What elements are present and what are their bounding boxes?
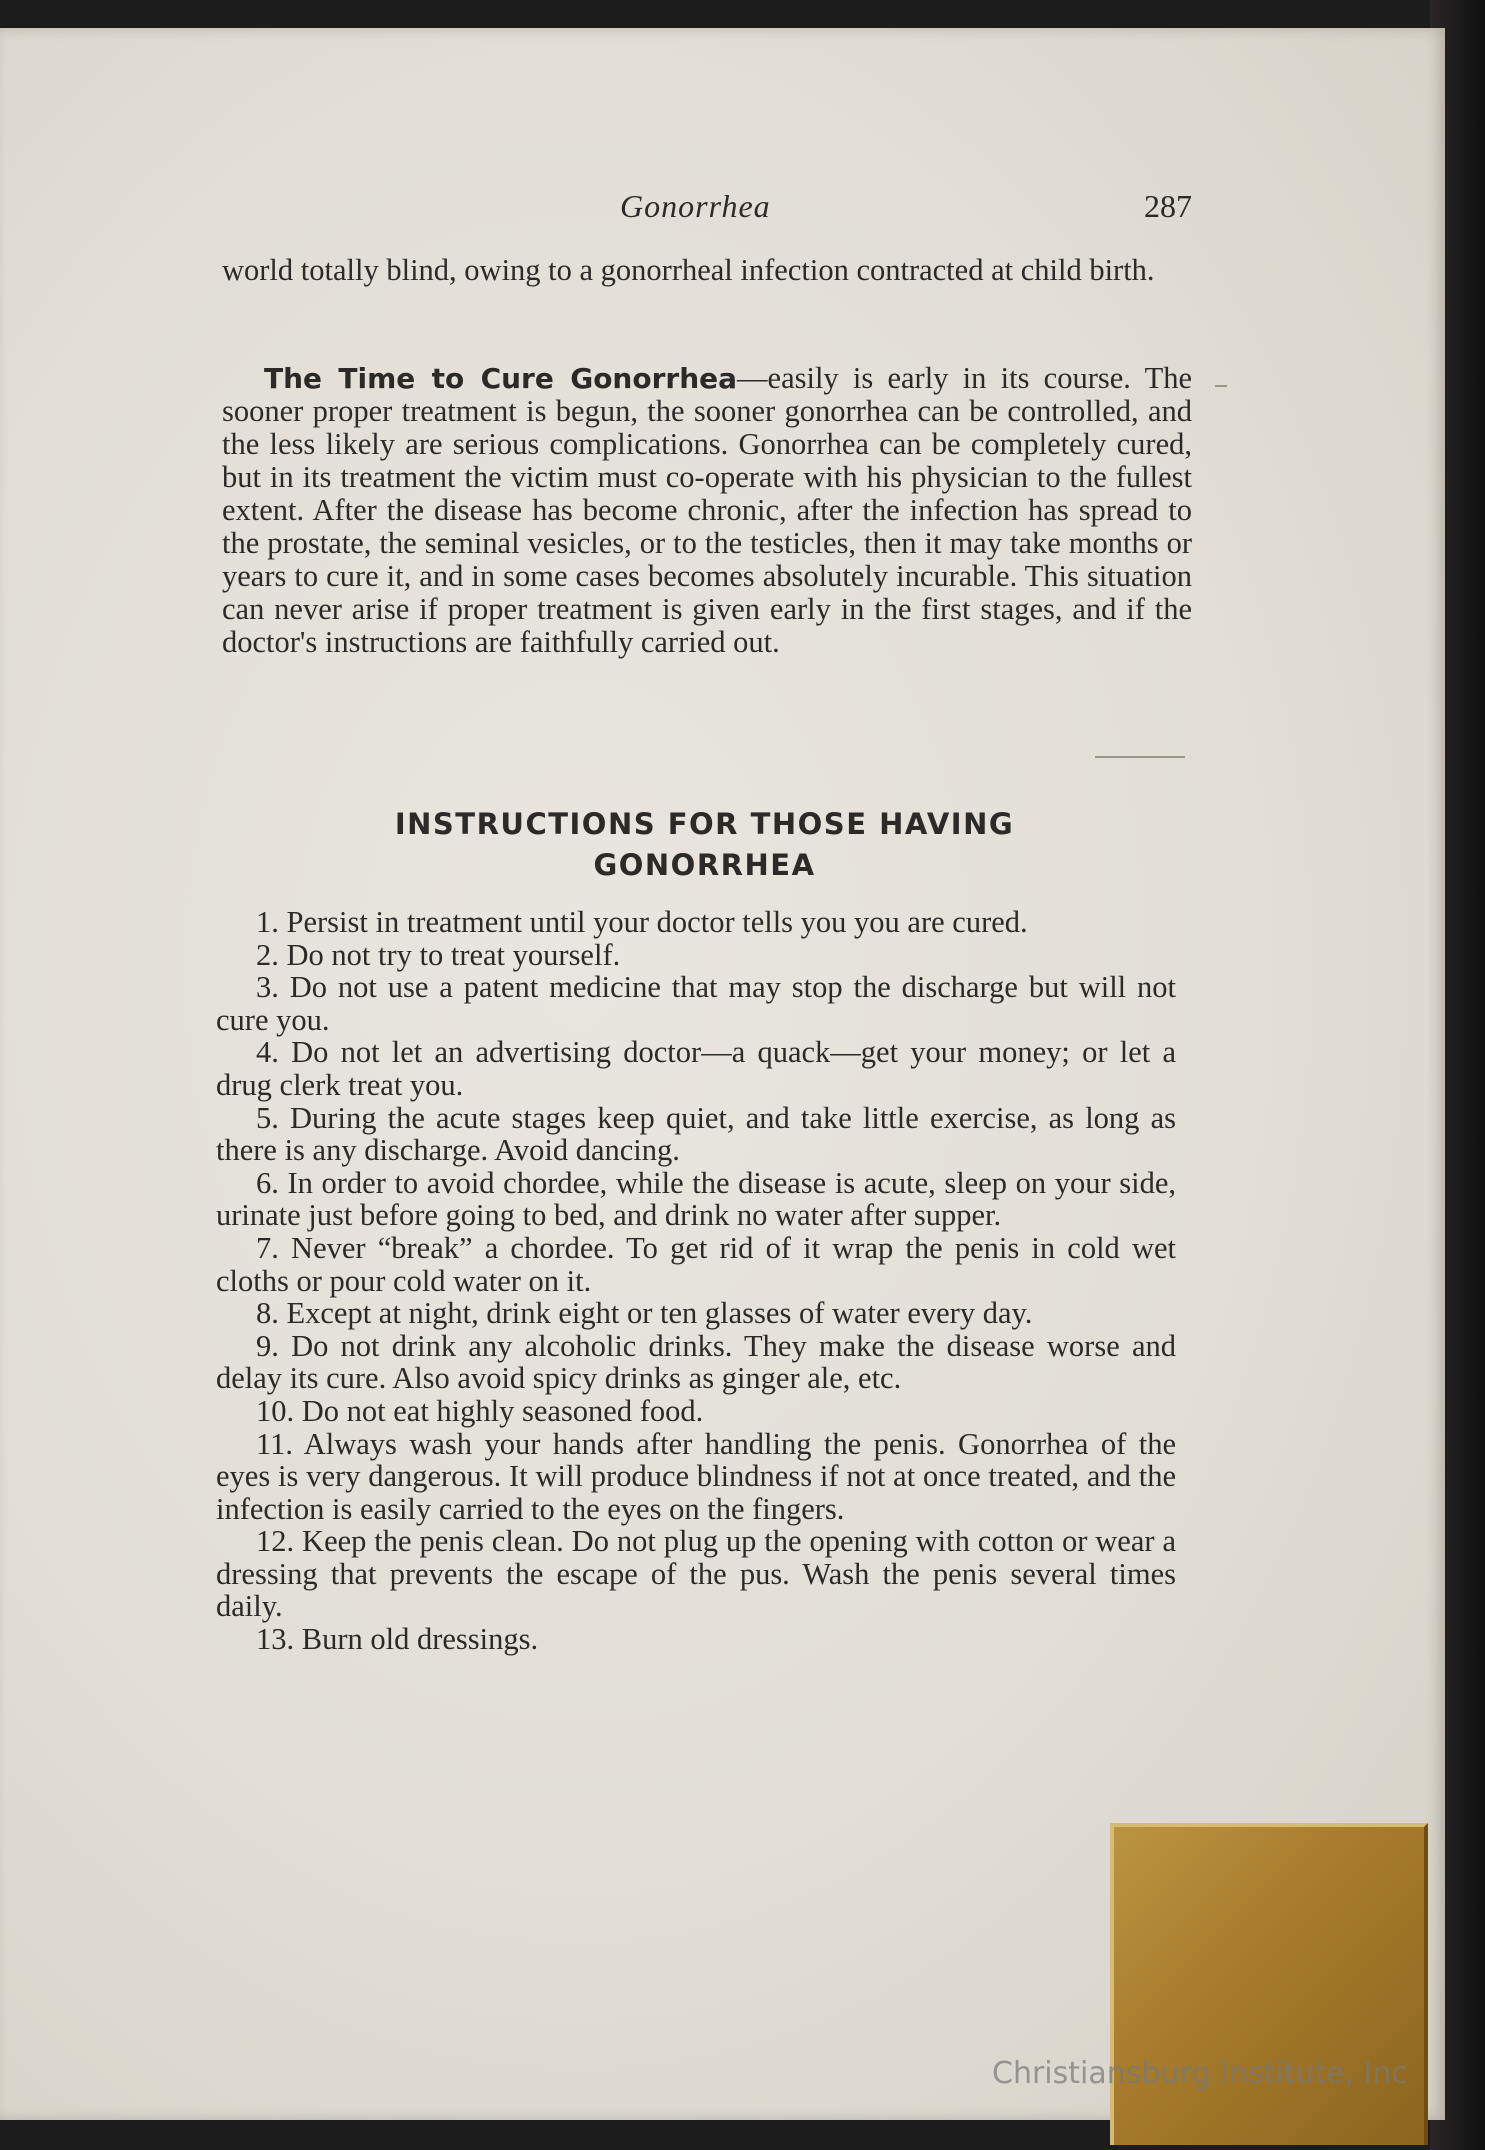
instruction-item: 4. Do not let an advertising doctor—a quack—get your money; or let a drug clerk treat you.: [216, 1035, 1176, 1102]
instruction-item: 1. Persist in treatment until your doctor tells you you are cured.: [256, 905, 1028, 939]
instruction-item: 6. In order to avoid chordee, while the disease is acute, sleep on your side, urinate just before going to bed, and drink no water after supper.: [216, 1165, 1176, 1233]
instruction-item: 13. Burn old dressings.: [256, 1622, 539, 1657]
section-heading-line-2: GONORRHEA: [593, 848, 816, 882]
instruction-item: 12. Keep the penis clean. Do not plug up the opening with cotton or wear a dressing that prevents the escape of the pus. Wash the penis several times daily.: [216, 1524, 1176, 1624]
cure-text: —easily is early in its course. The sooner proper treatment is begun, the sooner gonorrhea can be controlled, and the less likely are serious complications. Gonorrhea can be completely cured, but in its treatment the victim must co-operate with his physician to the fullest extent. After the disease has become chronic, after the infection has spread to the prostate, the seminal vesicles, or to the testicles, then it may take months or years to cure it, and in some cases becomes absolutely incurable. This situation can never arise if proper treatment is given early in the first stages, and if the doctor's instructions are faithfully carried out.: [222, 361, 1192, 659]
instruction-item: 8. Except at night, drink eight or ten glasses of water every day.: [256, 1296, 1033, 1331]
instruction-item: 10. Do not eat highly seasoned food.: [256, 1393, 704, 1428]
book-page: [0, 28, 1445, 2120]
instruction-list: [216, 906, 1176, 1656]
page-number: 287: [1144, 188, 1192, 224]
instruction-item: 11. Always wash your hands after handling the penis. Gonorrhea of the eyes is very dangerous. It will produce blindness if not at once treated, and the infection is easily carried to the eyes on the fingers.: [216, 1426, 1176, 1526]
section-heading: [222, 804, 1187, 886]
section-heading-line-1: INSTRUCTIONS FOR THOSE HAVING: [394, 807, 1015, 841]
cure-paragraph: [222, 362, 1192, 659]
watermark: Christiansburg Institute, Inc: [992, 2056, 1408, 2091]
intro-paragraph: world totally blind, owing to a gonorrheal infection contracted at child birth.: [222, 253, 1155, 287]
gold-index-tab: [1110, 1823, 1428, 2145]
running-head: Gonorrhea: [620, 188, 771, 224]
instruction-item: 5. During the acute stages keep quiet, and take little exercise, as long as there is any discharge. Avoid dancing.: [216, 1100, 1176, 1168]
cure-heading: The Time to Cure Gonorrhea: [264, 362, 738, 395]
instruction-item: 2. Do not try to treat yourself.: [256, 937, 621, 972]
pencil-mark: [1215, 385, 1227, 387]
instruction-item: 9. Do not drink any alcoholic drinks. They make the disease worse and delay its cure. Also avoid spicy drinks as ginger ale, etc.: [216, 1328, 1176, 1396]
instruction-item: 7. Never “break” a chordee. To get rid of it wrap the penis in cold wet cloths or pour cold water on it.: [216, 1230, 1176, 1298]
pencil-mark: [1095, 756, 1185, 758]
instruction-item: 3. Do not use a patent medicine that may stop the discharge but will not cure you.: [216, 970, 1176, 1037]
